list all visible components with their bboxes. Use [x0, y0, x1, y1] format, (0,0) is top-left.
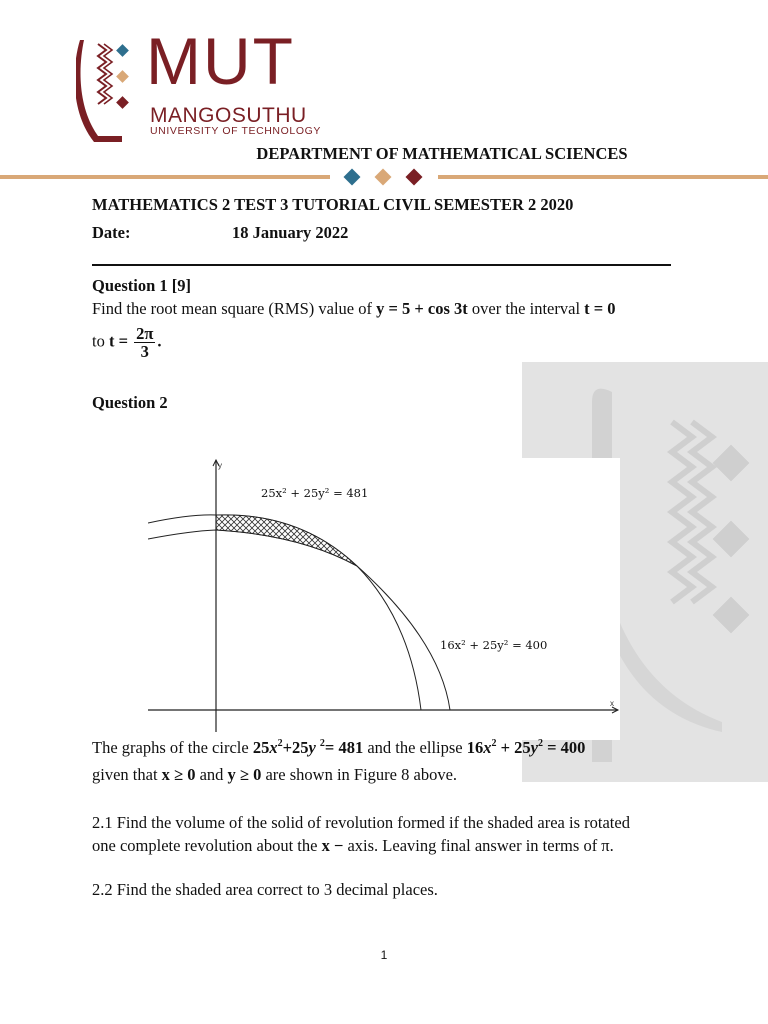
question1-line2 [92, 325, 162, 360]
horizontal-rule [92, 264, 671, 266]
fraction-denominator: 3 [140, 342, 149, 361]
question1-heading: Question 1 [9] [92, 276, 191, 295]
question2-intro-b: and the ellipse [367, 738, 467, 757]
question1-t-end-lhs: t = [108, 331, 128, 351]
question1-period: . [157, 331, 162, 351]
condition-y: y ≥ 0 [227, 765, 262, 784]
logo-subtitle: UNIVERSITY OF TECHNOLOGY [150, 125, 321, 137]
question1-text-c: to [92, 331, 109, 351]
question1-text-b: over the interval [471, 299, 585, 318]
test-title: MATHEMATICS 2 TEST 3 TUTORIAL CIVIL SEMESTER 2 2020 [92, 195, 574, 214]
page-number: 1 [380, 948, 388, 962]
question2-intro-c: given that [92, 765, 162, 784]
x-axis-term: x − [321, 836, 344, 855]
date-label: Date: [92, 223, 131, 242]
header-divider-band [0, 166, 768, 190]
condition-x: x ≥ 0 [161, 765, 196, 784]
question2-1-line2 [92, 836, 614, 856]
question2-intro-d: and [199, 765, 228, 784]
question1-expression: y = 5 + cos 3t [376, 299, 468, 318]
question2-2: 2.2 Find the shaded area correct to 3 decimal places. [92, 880, 438, 899]
question2-intro-line1 [92, 738, 585, 758]
fraction-numerator: 2π [136, 324, 154, 343]
axis-x-label: x [610, 699, 614, 708]
axis-y-label: y [218, 461, 222, 470]
figure-graph [148, 458, 620, 740]
date-value: 18 January 2022 [232, 223, 349, 242]
circle-equation-inline: $25x^2+25y$ $^2$= 481 [252, 738, 364, 757]
question2-1-text-a: one complete revolution about the [92, 836, 322, 855]
circle-equation-label: 25x² + 25y² = 481 [261, 486, 369, 500]
question2-intro-e: are shown in Figure 8 above. [265, 765, 458, 784]
university-logo-mark [76, 38, 132, 142]
department-heading: DEPARTMENT OF MATHEMATICAL SCIENCES [256, 144, 628, 163]
ellipse-equation-label: 16x² + 25y² = 400 [440, 638, 548, 652]
shaded-region [216, 515, 357, 566]
question1-fraction [134, 325, 155, 360]
logo-wordmark: MUT [146, 24, 295, 98]
circle-curve [148, 515, 450, 710]
question2-intro-a: The graphs of the circle [92, 738, 253, 757]
question1-line1 [92, 299, 616, 319]
question2-1-text-b: axis. Leaving final answer in terms of π. [347, 836, 614, 855]
question2-heading: Question 2 [92, 393, 168, 412]
question2-intro-line2 [92, 765, 457, 785]
ellipse-curve [148, 530, 421, 710]
ellipse-equation-inline: $16x^2 + 25y^2 = 400$ [466, 738, 586, 757]
question2-1-line1: 2.1 Find the volume of the solid of revolution formed if the shaded area is rotated [92, 813, 630, 832]
question1-t-start: t = 0 [584, 299, 616, 318]
question1-text-a: Find the root mean square (RMS) value of [92, 299, 377, 318]
logo-university-name: MANGOSUTHU [150, 104, 307, 127]
